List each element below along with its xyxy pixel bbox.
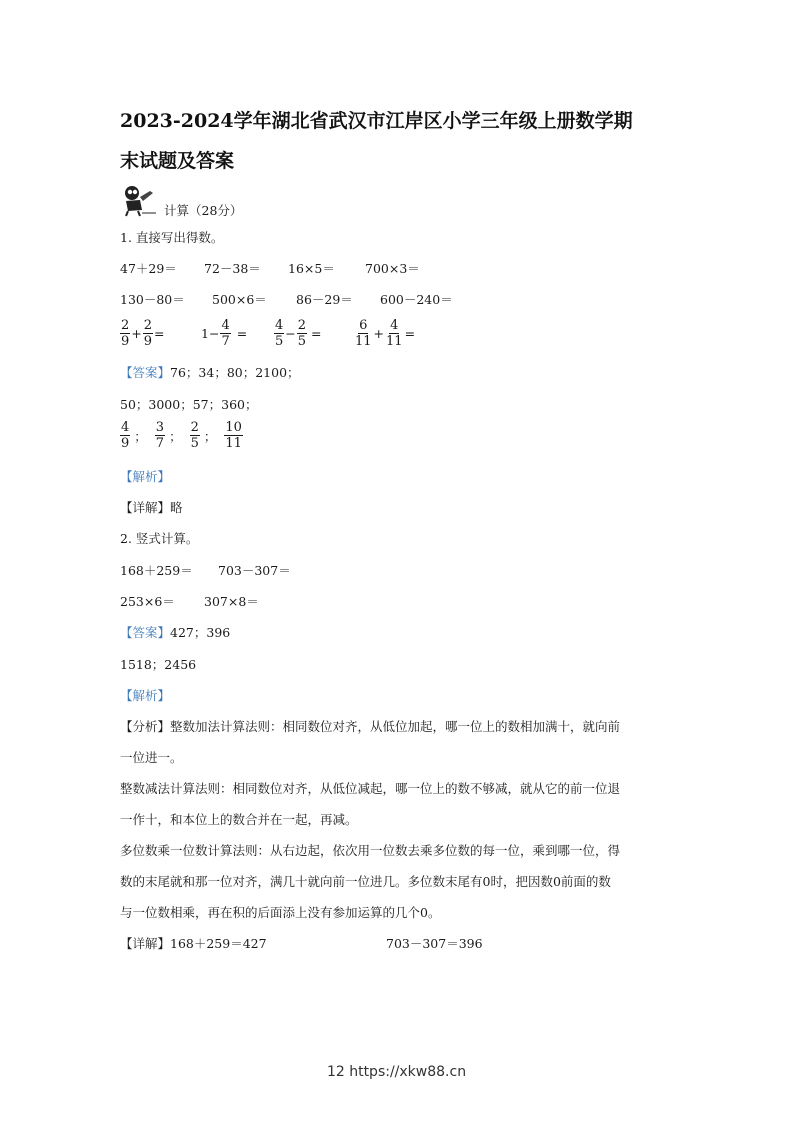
operator: − [285,326,296,341]
fraction: $\frac{3}{7}$ [155,420,165,451]
q1-row1-item: 700×3＝ [365,261,420,276]
q2-analysis-para1: 一位进一。 [120,750,183,765]
page-title-line1: 2023-2024学年湖北省武汉市江岸区小学三年级上册数学期 [120,110,633,132]
fraction: $\frac{4}{7}$ [221,318,230,349]
q1-row2-item: 130－80＝ [120,292,185,307]
q2-row1-item: 168＋259＝ [120,563,193,578]
q1-fraction-expr [120,318,166,349]
q1-row1-item: 72－38＝ [204,261,261,276]
equals: = [154,326,165,341]
q2-detail-a: 【详解】168＋259＝427 [120,936,267,951]
q2-analysis-para2: 一作十，和本位上的数合并在一起，再减。 [120,812,358,827]
separator: ； [203,428,217,444]
operator: 1− [201,326,220,341]
fraction: $\frac{4}{5}$ [275,318,284,349]
section-label: 计算（28分） [164,203,243,218]
answer-tag: 【答案】 [120,625,171,640]
q2-answer-line2: 1518；2456 [120,657,197,672]
equals: = [404,326,416,341]
q1-fraction-expr [274,318,323,349]
fraction: $\frac{2}{9}$ [121,318,130,349]
q2-analysis-tag: 【解析】 [120,688,171,703]
q2-prompt: 2. 竖式计算。 [120,531,199,546]
q2-analysis-para3: 与一位数相乘，再在积的后面添上没有参加运算的几个0。 [120,905,441,920]
q2-analysis-para2: 整数减法计算法则：相同数位对齐，从低位减起，哪一位上的数不够减，就从它的前一位退 [120,781,621,796]
q1-row2-item: 500×6＝ [212,292,267,307]
q2-answer-line1 [120,625,230,641]
q1-answer-line2: 50；3000；57；360； [120,397,258,412]
fraction: $\frac{4}{9}$ [121,420,130,451]
reading-cartoon-icon [120,183,156,217]
q1-answer-line1 [120,365,300,381]
q1-row2-item: 86－29＝ [296,292,353,307]
equals: = [311,326,322,341]
separator: ； [169,428,182,444]
q1-fraction-expr [200,318,248,349]
equals: = [236,326,248,341]
separator: ； [134,428,147,444]
q1-row1-item: 16×5＝ [288,261,335,276]
q2-row2-item: 253×6＝ [120,594,175,609]
operator: + [373,326,385,341]
fraction: $\frac{4}{11}$ [386,318,403,349]
page-title-line2: 末试题及答案 [120,150,235,172]
q1-prompt: 1. 直接写出得数。 [120,230,224,245]
page-footer: 12 https://xkw88.cn [326,1064,467,1080]
q2-analysis-para1: 【分析】整数加法计算法则：相同数位对齐，从低位加起，哪一位上的数相加满十，就向前 [120,719,621,734]
q1-answer-fractions [120,420,243,451]
q2-row2-item: 307×8＝ [204,594,259,609]
q1-analysis-tag: 【解析】 [120,469,171,484]
q2-row1-item: 703－307＝ [218,563,291,578]
fraction: $\frac{2}{5}$ [297,318,307,349]
q1-fraction-expr [354,318,416,349]
q1-row2-item: 600－240＝ [380,292,453,307]
fraction: $\frac{10}{11}$ [225,420,242,451]
q1-row1-item: 47＋29＝ [120,261,177,276]
answer-tag: 【答案】 [120,365,171,380]
q2-analysis-para3: 多位数乘一位数计算法则：从右边起，依次用一位数去乘多位数的每一位，乘到哪一位，得 [120,843,621,858]
fraction: $\frac{2}{5}$ [190,420,199,451]
q2-detail-b: 703－307＝396 [386,936,483,951]
fraction: $\frac{2}{9}$ [143,318,153,349]
answer-text: 427；396 [170,625,231,640]
q2-analysis-para3: 数的末尾就和那一位对齐，满几十就向前一位进几。多位数末尾有0时，把因数0前面的数 [120,874,611,889]
fraction: $\frac{6}{11}$ [355,318,372,349]
operator: + [131,326,142,341]
q1-detail: 【详解】略 [120,500,183,515]
answer-text: 76；34；80；2100； [170,365,300,380]
